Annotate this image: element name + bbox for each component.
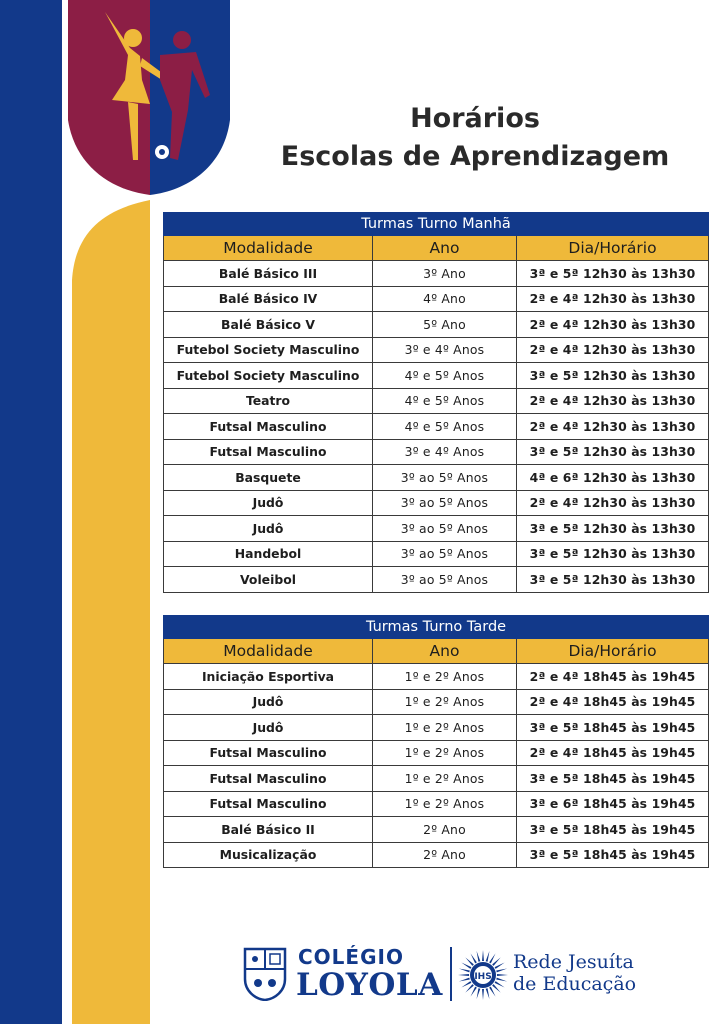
cell-ano: 3º e 4º Anos bbox=[373, 439, 517, 465]
svg-text:IHS: IHS bbox=[474, 972, 492, 982]
loyola-crest-icon bbox=[243, 947, 287, 1001]
afternoon-schedule-table bbox=[163, 615, 709, 868]
table-row bbox=[164, 286, 709, 312]
header-dia-horario: Dia/Horário bbox=[517, 639, 709, 664]
table-row bbox=[164, 689, 709, 715]
cell-ano: 1º e 2º Anos bbox=[373, 689, 517, 715]
cell-dia-horario: 3ª e 5ª 12h30 às 13h30 bbox=[517, 567, 709, 593]
cell-modalidade: Futsal Masculino bbox=[164, 740, 373, 766]
header-ano: Ano bbox=[373, 639, 517, 664]
page-title bbox=[240, 100, 710, 176]
cell-dia-horario: 2ª e 4ª 12h30 às 13h30 bbox=[517, 490, 709, 516]
table-row bbox=[164, 439, 709, 465]
table-section-header bbox=[164, 213, 709, 236]
table-row bbox=[164, 766, 709, 792]
table-row bbox=[164, 337, 709, 363]
cell-dia-horario: 2ª e 4ª 12h30 às 13h30 bbox=[517, 337, 709, 363]
cell-ano: 3º ao 5º Anos bbox=[373, 465, 517, 491]
table-row bbox=[164, 465, 709, 491]
cell-modalidade: Futsal Masculino bbox=[164, 791, 373, 817]
logo-line-2: LOYOLA bbox=[296, 967, 443, 1003]
cell-ano: 2º Ano bbox=[373, 842, 517, 868]
cell-ano: 1º e 2º Anos bbox=[373, 664, 517, 690]
cell-dia-horario: 3ª e 5ª 12h30 às 13h30 bbox=[517, 261, 709, 287]
cell-dia-horario: 3ª e 5ª 18h45 às 19h45 bbox=[517, 817, 709, 843]
footer-divider bbox=[450, 947, 452, 1001]
cell-modalidade: Musicalização bbox=[164, 842, 373, 868]
cell-ano: 3º ao 5º Anos bbox=[373, 516, 517, 542]
network-line-1: Rede Jesuíta bbox=[513, 951, 634, 973]
header-ano: Ano bbox=[373, 236, 517, 261]
network-name bbox=[513, 951, 636, 995]
cell-dia-horario: 3ª e 5ª 12h30 às 13h30 bbox=[517, 439, 709, 465]
cell-dia-horario: 2ª e 4ª 12h30 às 13h30 bbox=[517, 312, 709, 338]
cell-ano: 4º Ano bbox=[373, 286, 517, 312]
table-row bbox=[164, 817, 709, 843]
section-title: Turmas Turno Manhã bbox=[164, 213, 709, 236]
table-row bbox=[164, 414, 709, 440]
cell-dia-horario: 2ª e 4ª 12h30 às 13h30 bbox=[517, 414, 709, 440]
section-title: Turmas Turno Tarde bbox=[164, 616, 709, 639]
cell-dia-horario: 2ª e 4ª 18h45 às 19h45 bbox=[517, 664, 709, 690]
table-row bbox=[164, 791, 709, 817]
cell-modalidade: Futebol Society Masculino bbox=[164, 337, 373, 363]
header-dia-horario: Dia/Horário bbox=[517, 236, 709, 261]
table-row bbox=[164, 388, 709, 414]
cell-modalidade: Futsal Masculino bbox=[164, 439, 373, 465]
cell-dia-horario: 3ª e 5ª 18h45 às 19h45 bbox=[517, 766, 709, 792]
cell-dia-horario: 3ª e 6ª 18h45 às 19h45 bbox=[517, 791, 709, 817]
table-row bbox=[164, 516, 709, 542]
table-row bbox=[164, 740, 709, 766]
cell-dia-horario: 4ª e 6ª 12h30 às 13h30 bbox=[517, 465, 709, 491]
cell-ano: 3º e 4º Anos bbox=[373, 337, 517, 363]
cell-ano: 3º ao 5º Anos bbox=[373, 567, 517, 593]
ball-icon bbox=[155, 145, 169, 159]
table-row bbox=[164, 541, 709, 567]
table-row bbox=[164, 261, 709, 287]
cell-modalidade: Balé Básico IV bbox=[164, 286, 373, 312]
header-modalidade: Modalidade bbox=[164, 236, 373, 261]
cell-ano: 1º e 2º Anos bbox=[373, 791, 517, 817]
footer-logos bbox=[243, 945, 663, 1005]
cell-modalidade: Voleibol bbox=[164, 567, 373, 593]
table-row bbox=[164, 312, 709, 338]
table-row bbox=[164, 490, 709, 516]
cell-ano: 5º Ano bbox=[373, 312, 517, 338]
cell-ano: 3º Ano bbox=[373, 261, 517, 287]
table-row bbox=[164, 664, 709, 690]
table-section-header bbox=[164, 616, 709, 639]
title-line-1: Horários bbox=[410, 103, 540, 134]
cell-ano: 1º e 2º Anos bbox=[373, 715, 517, 741]
cell-modalidade: Basquete bbox=[164, 465, 373, 491]
cell-modalidade: Futsal Masculino bbox=[164, 766, 373, 792]
cell-ano: 1º e 2º Anos bbox=[373, 766, 517, 792]
cell-dia-horario: 3ª e 5ª 12h30 às 13h30 bbox=[517, 541, 709, 567]
cell-modalidade: Futebol Society Masculino bbox=[164, 363, 373, 389]
logo-line-1: COLÉGIO bbox=[298, 945, 404, 969]
cell-ano: 4º e 5º Anos bbox=[373, 414, 517, 440]
network-line-2: de Educação bbox=[513, 973, 637, 995]
table-row bbox=[164, 842, 709, 868]
cell-modalidade: Balé Básico II bbox=[164, 817, 373, 843]
cell-modalidade: Judô bbox=[164, 516, 373, 542]
table-header-row bbox=[164, 639, 709, 664]
table-row bbox=[164, 567, 709, 593]
cell-modalidade: Judô bbox=[164, 490, 373, 516]
cell-dia-horario: 3ª e 5ª 18h45 às 19h45 bbox=[517, 842, 709, 868]
cell-dia-horario: 3ª e 5ª 12h30 às 13h30 bbox=[517, 363, 709, 389]
cell-dia-horario: 3ª e 5ª 12h30 às 13h30 bbox=[517, 516, 709, 542]
cell-ano: 2º Ano bbox=[373, 817, 517, 843]
cell-dia-horario: 2ª e 4ª 18h45 às 19h45 bbox=[517, 689, 709, 715]
cell-ano: 4º e 5º Anos bbox=[373, 388, 517, 414]
cell-modalidade: Judô bbox=[164, 689, 373, 715]
cell-modalidade: Iniciação Esportiva bbox=[164, 664, 373, 690]
cell-ano: 3º ao 5º Anos bbox=[373, 490, 517, 516]
table-row bbox=[164, 363, 709, 389]
cell-dia-horario: 2ª e 4ª 12h30 às 13h30 bbox=[517, 286, 709, 312]
cell-ano: 4º e 5º Anos bbox=[373, 363, 517, 389]
cell-ano: 3º ao 5º Anos bbox=[373, 541, 517, 567]
cell-modalidade: Balé Básico III bbox=[164, 261, 373, 287]
cell-ano: 1º e 2º Anos bbox=[373, 740, 517, 766]
table-header-row bbox=[164, 236, 709, 261]
cell-modalidade: Futsal Masculino bbox=[164, 414, 373, 440]
table-row bbox=[164, 715, 709, 741]
cell-modalidade: Handebol bbox=[164, 541, 373, 567]
cell-modalidade: Teatro bbox=[164, 388, 373, 414]
cell-dia-horario: 2ª e 4ª 12h30 às 13h30 bbox=[517, 388, 709, 414]
cell-modalidade: Balé Básico V bbox=[164, 312, 373, 338]
header-modalidade: Modalidade bbox=[164, 639, 373, 664]
rje-sun-emblem-icon bbox=[457, 949, 509, 1001]
cell-dia-horario: 3ª e 5ª 18h45 às 19h45 bbox=[517, 715, 709, 741]
title-line-2: Escolas de Aprendizagem bbox=[280, 141, 670, 172]
morning-schedule-table bbox=[163, 212, 709, 593]
cell-modalidade: Judô bbox=[164, 715, 373, 741]
cell-dia-horario: 2ª e 4ª 18h45 às 19h45 bbox=[517, 740, 709, 766]
